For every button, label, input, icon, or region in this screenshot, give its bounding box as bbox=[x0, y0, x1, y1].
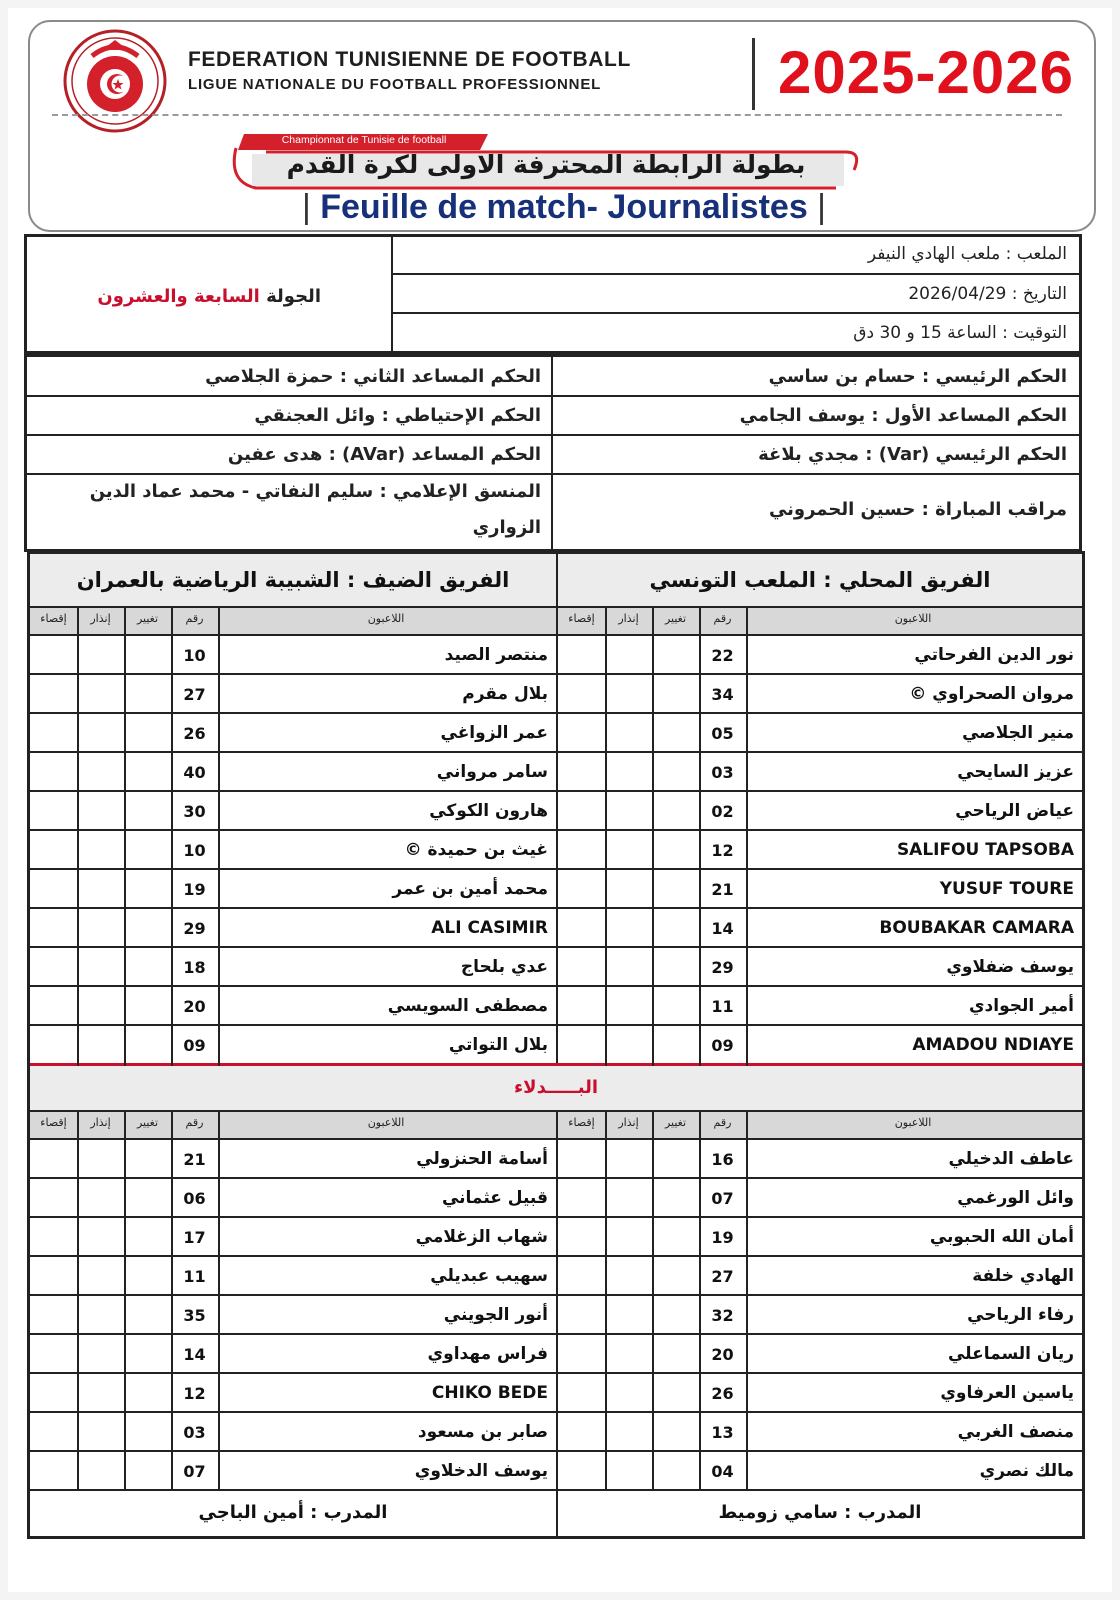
info-row-line bbox=[393, 273, 1079, 275]
home-player-row bbox=[558, 1374, 1082, 1413]
dashed-separator bbox=[52, 114, 1062, 116]
home-player-row bbox=[558, 909, 1082, 948]
sheet-title: | Feuille de match- Journalistes | bbox=[301, 188, 827, 226]
player-number: 09 bbox=[711, 1036, 734, 1055]
home-player-row bbox=[558, 1413, 1082, 1452]
row-line bbox=[30, 673, 1082, 675]
home-player-row bbox=[558, 1026, 1082, 1065]
column-number: رقم bbox=[713, 612, 732, 625]
away-player-row bbox=[30, 831, 556, 870]
player-number: 14 bbox=[183, 1345, 206, 1364]
player-name: عاطف الدخيلي bbox=[948, 1149, 1074, 1169]
player-number: 18 bbox=[183, 958, 206, 977]
column-players: اللاعبون bbox=[894, 612, 932, 625]
second-assistant: الحكم المساعد الثاني : حمزة الجلاصي bbox=[205, 366, 541, 387]
player-number: 26 bbox=[711, 1384, 734, 1403]
column-yellow: إنذار bbox=[618, 1116, 639, 1129]
row-line bbox=[30, 1216, 1082, 1218]
player-name: YUSUF TOURE bbox=[939, 879, 1074, 899]
match-time: التوقيت : الساعة 15 و 30 دق bbox=[853, 323, 1067, 343]
away-team-title: الفريق الضيف : الشبيبة الرياضية بالعمران bbox=[30, 554, 556, 606]
player-number: 11 bbox=[183, 1267, 206, 1286]
row-line bbox=[30, 1372, 1082, 1374]
column-sub: تغيير bbox=[664, 1116, 687, 1129]
away-player-row bbox=[30, 1179, 556, 1218]
away-player-row bbox=[30, 909, 556, 948]
column-line bbox=[171, 606, 173, 1066]
championship-title: بطولة الرابطة المحترفة الاولى لكرة القدم bbox=[286, 150, 806, 179]
player-name: SALIFOU TAPSOBA bbox=[896, 840, 1074, 860]
row-line bbox=[30, 829, 1082, 831]
player-number: 16 bbox=[711, 1150, 734, 1169]
player-number: 14 bbox=[711, 919, 734, 938]
player-number: 06 bbox=[183, 1189, 206, 1208]
column-line bbox=[124, 606, 126, 1066]
player-name: وائل الورغمي bbox=[957, 1188, 1074, 1208]
player-name: سهيب عبديلي bbox=[430, 1266, 548, 1286]
player-name: محمد أمين بن عمر bbox=[392, 879, 548, 899]
player-name: ريان السماعلي bbox=[947, 1344, 1074, 1364]
column-players: اللاعبون bbox=[367, 612, 405, 625]
player-name: مصطفى السويسي bbox=[387, 996, 548, 1016]
column-line bbox=[171, 1110, 173, 1490]
player-number: 10 bbox=[183, 646, 206, 665]
away-player-row bbox=[30, 753, 556, 792]
player-number: 20 bbox=[711, 1345, 734, 1364]
player-name: نور الدين الفرحاتي bbox=[914, 645, 1074, 665]
row-line bbox=[30, 712, 1082, 714]
player-name: عياض الرياحي bbox=[955, 801, 1074, 821]
player-name: ALI CASIMIR bbox=[431, 918, 548, 938]
away-player-row bbox=[30, 1335, 556, 1374]
away-player-row bbox=[30, 870, 556, 909]
match-info-box bbox=[24, 234, 1082, 354]
row-line bbox=[30, 751, 1082, 753]
round-value: السابعة والعشرون bbox=[97, 286, 260, 307]
fourth-official: الحكم الإحتياطي : وائل العجنقي bbox=[254, 405, 541, 426]
column-yellow: إنذار bbox=[90, 1116, 111, 1129]
home-player-row bbox=[558, 1257, 1082, 1296]
away-player-row bbox=[30, 1413, 556, 1452]
away-player-row bbox=[30, 987, 556, 1026]
column-line bbox=[218, 1110, 220, 1490]
column-line bbox=[699, 1110, 701, 1490]
player-name: منتصر الصيد bbox=[444, 645, 548, 665]
column-red: إقصاء bbox=[40, 1116, 67, 1129]
column-red: إقصاء bbox=[568, 612, 595, 625]
player-number: 19 bbox=[711, 1228, 734, 1247]
player-name: فراس مهداوي bbox=[427, 1344, 548, 1364]
media-officer: المنسق الإعلامي : سليم النفاتي - محمد عماد الدين bbox=[89, 481, 541, 502]
home-player-row bbox=[558, 1218, 1082, 1257]
column-yellow: إنذار bbox=[618, 612, 639, 625]
federation-name: FEDERATION TUNISIENNE DE FOOTBALL bbox=[188, 48, 631, 71]
column-line bbox=[746, 1110, 748, 1490]
avar-referee: الحكم المساعد (AVar) : هدى عفين bbox=[227, 444, 541, 465]
player-name: الهادي خلفة bbox=[972, 1266, 1074, 1286]
row-line bbox=[30, 985, 1082, 987]
away-player-row bbox=[30, 1452, 556, 1491]
player-name: بلال التواتي bbox=[448, 1035, 548, 1055]
player-number: 27 bbox=[183, 685, 206, 704]
column-red: إقصاء bbox=[568, 1116, 595, 1129]
player-name: هارون الكوكي bbox=[429, 801, 548, 821]
team-divider bbox=[556, 1110, 558, 1536]
player-name: عدي بلحاج bbox=[460, 957, 548, 977]
home-column-header bbox=[558, 606, 1082, 634]
row-line bbox=[30, 1333, 1082, 1335]
player-name: غيث بن حميدة © bbox=[404, 840, 548, 860]
home-player-row bbox=[558, 753, 1082, 792]
away-player-row bbox=[30, 1257, 556, 1296]
home-coach: المدرب : سامي زوميط bbox=[718, 1502, 922, 1523]
player-name: أمير الجوادي bbox=[968, 996, 1074, 1016]
officials-row-line bbox=[27, 473, 1079, 475]
player-name: سامر مرواني bbox=[436, 762, 548, 782]
player-name: يوسف ضفلاوي bbox=[946, 957, 1074, 977]
column-line bbox=[77, 1110, 79, 1490]
away-player-row bbox=[30, 1374, 556, 1413]
header-divider bbox=[752, 38, 755, 110]
player-name: شهاب الزغلامي bbox=[415, 1227, 548, 1247]
player-name: مروان الصحراوي © bbox=[909, 684, 1074, 704]
player-name: أنور الجويني bbox=[443, 1305, 548, 1325]
player-number: 20 bbox=[183, 997, 206, 1016]
away-player-row bbox=[30, 1140, 556, 1179]
championship-small-label: Championnat de Tunisie de football bbox=[281, 134, 447, 146]
player-name: يوسف الدخلاوي bbox=[414, 1461, 548, 1481]
first-assistant: الحكم المساعد الأول : يوسف الجامي bbox=[739, 405, 1067, 426]
home-player-row bbox=[558, 1296, 1082, 1335]
home-player-row bbox=[558, 636, 1082, 675]
column-line bbox=[218, 606, 220, 1066]
away-player-row bbox=[30, 948, 556, 987]
away-player-row bbox=[30, 1218, 556, 1257]
player-number: 03 bbox=[183, 1423, 206, 1442]
media-officer-cont: الزواري bbox=[472, 517, 541, 538]
player-number: 10 bbox=[183, 841, 206, 860]
row-line bbox=[30, 1177, 1082, 1179]
player-name: عزيز السايحي bbox=[957, 762, 1074, 782]
player-name: CHIKO BEDE bbox=[431, 1383, 548, 1403]
home-player-row bbox=[558, 792, 1082, 831]
player-number: 13 bbox=[711, 1423, 734, 1442]
column-number: رقم bbox=[713, 1116, 732, 1129]
row-line bbox=[30, 868, 1082, 870]
match-commissioner: مراقب المباراة : حسين الحمروني bbox=[768, 499, 1067, 520]
home-player-row bbox=[558, 1335, 1082, 1374]
championship-banner bbox=[226, 130, 866, 194]
row-line bbox=[30, 790, 1082, 792]
home-player-row bbox=[558, 987, 1082, 1026]
player-number: 12 bbox=[711, 841, 734, 860]
column-line bbox=[746, 606, 748, 1066]
column-players: اللاعبون bbox=[894, 1116, 932, 1129]
column-line bbox=[605, 606, 607, 1066]
away-coach: المدرب : أمين الباجي bbox=[198, 1502, 388, 1523]
row-line bbox=[30, 946, 1082, 948]
column-sub: تغيير bbox=[136, 1116, 159, 1129]
player-number: 21 bbox=[183, 1150, 206, 1169]
team-divider bbox=[556, 554, 558, 1066]
player-number: 30 bbox=[183, 802, 206, 821]
player-number: 35 bbox=[183, 1306, 206, 1325]
player-name: BOUBAKAR CAMARA bbox=[879, 918, 1074, 938]
player-number: 03 bbox=[711, 763, 734, 782]
season-label: 2025-2026 bbox=[778, 39, 1074, 106]
player-number: 17 bbox=[183, 1228, 206, 1247]
away-column-header bbox=[30, 1110, 556, 1138]
column-red: إقصاء bbox=[40, 612, 67, 625]
player-number: 29 bbox=[711, 958, 734, 977]
column-sub: تغيير bbox=[136, 612, 159, 625]
row-line bbox=[30, 1411, 1082, 1413]
player-number: 04 bbox=[711, 1462, 734, 1481]
row-line bbox=[30, 606, 1082, 608]
match-date: التاريخ : 2026/04/29 bbox=[908, 284, 1067, 304]
home-team-title: الفريق المحلي : الملعب التونسي bbox=[558, 554, 1082, 606]
info-row-line bbox=[393, 312, 1079, 314]
column-line bbox=[605, 1110, 607, 1490]
home-column-header bbox=[558, 1110, 1082, 1138]
column-number: رقم bbox=[185, 612, 204, 625]
player-number: 05 bbox=[711, 724, 734, 743]
player-name: أمان الله الحبوبي bbox=[929, 1227, 1074, 1247]
home-player-row bbox=[558, 675, 1082, 714]
player-name: ياسين العرفاوي bbox=[940, 1383, 1074, 1403]
away-player-row bbox=[30, 636, 556, 675]
home-player-row bbox=[558, 1179, 1082, 1218]
home-player-row bbox=[558, 870, 1082, 909]
player-name: منصف الغربي bbox=[957, 1422, 1074, 1442]
away-player-row bbox=[30, 714, 556, 753]
player-number: 29 bbox=[183, 919, 206, 938]
officials-row-line bbox=[27, 395, 1079, 397]
away-player-row bbox=[30, 1296, 556, 1335]
ftf-logo-icon bbox=[62, 28, 168, 134]
row-line bbox=[30, 1024, 1082, 1026]
row-line bbox=[30, 907, 1082, 909]
player-name: قبيل عثماني bbox=[441, 1188, 548, 1208]
column-players: اللاعبون bbox=[367, 1116, 405, 1129]
column-line bbox=[124, 1110, 126, 1490]
player-number: 22 bbox=[711, 646, 734, 665]
player-number: 27 bbox=[711, 1267, 734, 1286]
officials-divider bbox=[551, 357, 553, 549]
sheet-title-text: Feuille de match- Journalistes bbox=[320, 188, 808, 226]
player-number: 11 bbox=[711, 997, 734, 1016]
row-line bbox=[30, 1294, 1082, 1296]
player-name: منير الجلاصي bbox=[962, 723, 1074, 743]
home-player-row bbox=[558, 1140, 1082, 1179]
main-referee: الحكم الرئيسي : حسام بن ساسي bbox=[768, 366, 1067, 387]
column-line bbox=[652, 606, 654, 1066]
info-divider bbox=[391, 237, 393, 351]
row-line bbox=[30, 1138, 1082, 1140]
home-player-row bbox=[558, 948, 1082, 987]
player-number: 40 bbox=[183, 763, 206, 782]
row-line bbox=[30, 1255, 1082, 1257]
var-referee: الحكم الرئيسي (Var) : مجدي بلاغة bbox=[758, 444, 1067, 465]
player-name: AMADOU NDIAYE bbox=[912, 1035, 1074, 1055]
column-number: رقم bbox=[185, 1116, 204, 1129]
column-line bbox=[699, 606, 701, 1066]
player-number: 12 bbox=[183, 1384, 206, 1403]
player-name: عمر الزواغي bbox=[440, 723, 548, 743]
player-number: 07 bbox=[711, 1189, 734, 1208]
away-column-header bbox=[30, 606, 556, 634]
home-player-row bbox=[558, 831, 1082, 870]
away-player-row bbox=[30, 792, 556, 831]
round-info bbox=[97, 286, 321, 307]
column-sub: تغيير bbox=[664, 612, 687, 625]
player-number: 19 bbox=[183, 880, 206, 899]
row-line bbox=[30, 1450, 1082, 1452]
player-name: صابر بن مسعود bbox=[417, 1422, 548, 1442]
player-name: رفاء الرياحي bbox=[967, 1305, 1074, 1325]
away-player-row bbox=[30, 1026, 556, 1065]
header-panel bbox=[28, 20, 1096, 232]
row-line bbox=[30, 634, 1082, 636]
ligue-name: LIGUE NATIONALE DU FOOTBALL PROFESSIONNEL bbox=[188, 76, 602, 93]
column-line bbox=[652, 1110, 654, 1490]
player-number: 26 bbox=[183, 724, 206, 743]
player-number: 07 bbox=[183, 1462, 206, 1481]
officials-row-line bbox=[27, 434, 1079, 436]
player-number: 02 bbox=[711, 802, 734, 821]
round-label: الجولة bbox=[266, 286, 321, 307]
away-player-row bbox=[30, 675, 556, 714]
player-name: بلال مقرم bbox=[462, 684, 548, 704]
player-name: أسامة الحنزولي bbox=[416, 1149, 548, 1169]
player-number: 09 bbox=[183, 1036, 206, 1055]
player-number: 32 bbox=[711, 1306, 734, 1325]
column-yellow: إنذار bbox=[90, 612, 111, 625]
column-line bbox=[77, 606, 79, 1066]
player-name: مالك نصري bbox=[979, 1461, 1074, 1481]
home-player-row bbox=[558, 1452, 1082, 1491]
match-sheet bbox=[8, 8, 1112, 1592]
substitutes-title: البـــــدلاء bbox=[30, 1066, 1082, 1110]
stadium: الملعب : ملعب الهادي النيفر bbox=[867, 244, 1067, 264]
officials-box bbox=[24, 354, 1082, 552]
row-line bbox=[30, 1110, 1082, 1112]
player-number: 34 bbox=[711, 685, 734, 704]
home-player-row bbox=[558, 714, 1082, 753]
player-number: 21 bbox=[711, 880, 734, 899]
